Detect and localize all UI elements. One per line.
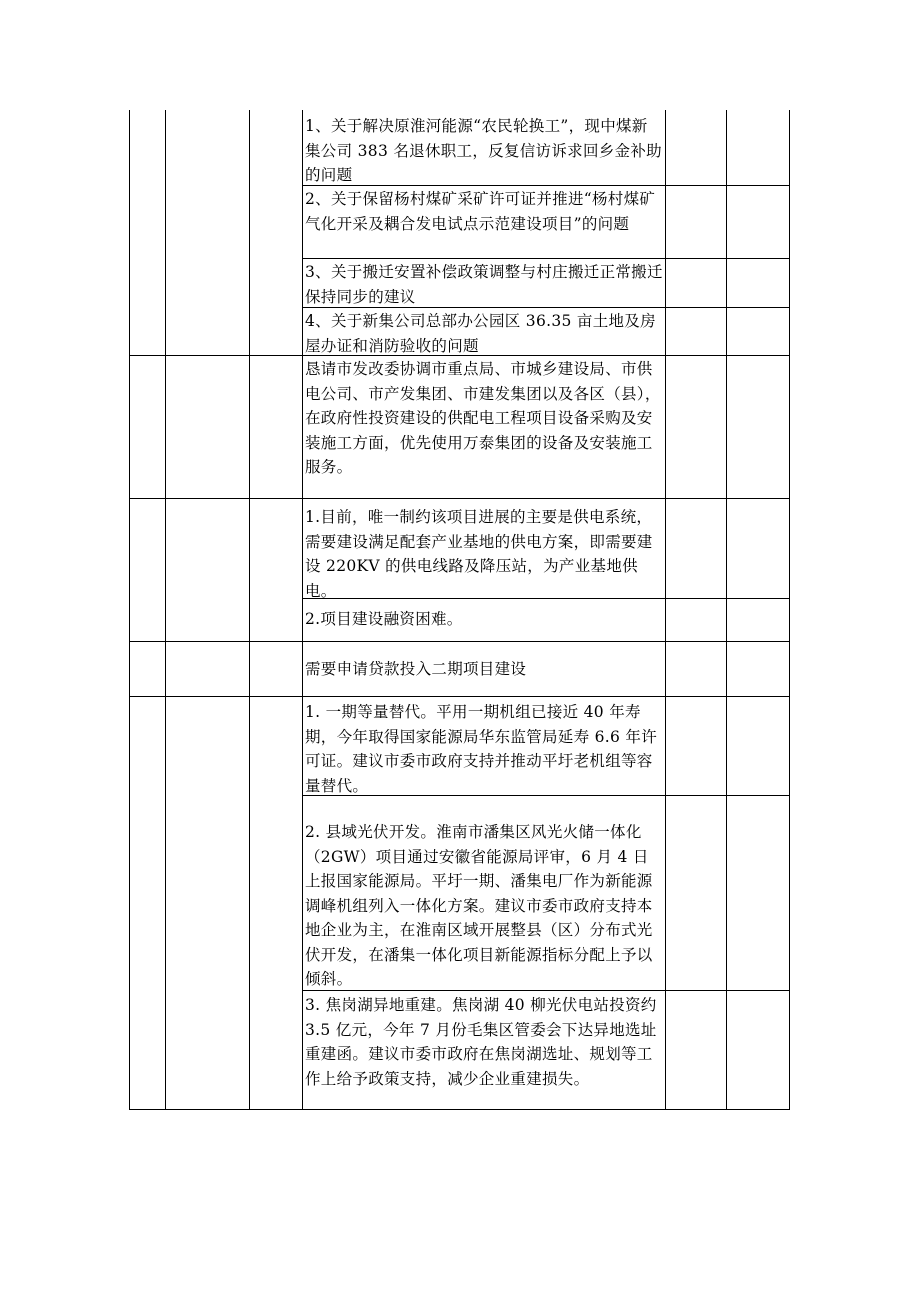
issue-text: 4、关于新集公司总部办公园区 36.35 亩土地及房屋办证和消防验收的问题 [305,312,656,355]
row-divider [129,641,790,642]
request-text: 需要申请贷款投入二期项目建设 [305,660,527,678]
row-divider [302,258,790,259]
issue-text: 1.目前，唯一制约该项目进展的主要是供电系统，需要建设满足配套产业基地的供电方案，即需要建设 220KV 的供电线路及降压站，为产业基地供电。 [305,508,653,600]
issue-text: 3、关于搬迁安置补偿政策调整与村庄搬迁正常搬迁保持同步的建议 [305,263,663,306]
row-divider [129,696,790,697]
row-divider [129,498,790,499]
column-divider [665,110,666,1110]
column-divider [165,110,166,1110]
column-divider [726,110,727,1110]
issue-text: 1. 一期等量替代。平用一期机组已接近 40 年寿期，今年取得国家能源局华东监管局延寿 6.6 年许可证。建议市委市政府支持并推动平圩老机组等容量替代。 [305,703,658,795]
table-border-right [789,110,790,1110]
column-divider [249,110,250,1110]
issue-text: 2. 县域光伏开发。淮南市潘集区风光火储一体化（2GW）项目通过安徽省能源局评审，6 月 4 日上报国家能源局。平圩一期、潘集电厂作为新能源调峰机组列入一体化方案。建议市委市政府支持本地企业为主，在淮南区域开展整县（区）分布式光伏开发，在潘集一体化项目新能源指标分配上予以倾斜。 [305,823,653,988]
issue-text: 1、关于解决原淮河能源“农民轮换工”，现中煤新集公司 383 名退休职工，反复信访诉求回乡金补助的问题 [305,117,662,184]
column-divider [302,110,303,1110]
table-border-left [129,110,130,1110]
issue-text: 2.项目建设融资困难。 [305,610,463,628]
issue-text: 3. 焦岗湖异地重建。焦岗湖 40 柳光伏电站投资约 3.5 亿元，今年 7 月份毛集区管委会下达异地选址重建函。建议市委市政府在焦岗湖选址、规划等工作上给予政策支持，减少企业重建损失。 [305,996,657,1088]
request-text: 恳请市发改委协调市重点局、市城乡建设局、市供电公司、市产发集团、市建发集团以及各区（县），在政府性投资建设的供配电工程项目设备采购及安装施工方面，优先使用万泰集团的设备及安装施工服务。 [305,360,661,476]
issue-text: 2、关于保留杨村煤矿采矿许可证并推进“杨村煤矿气化开采及耦合发电试点示范建设项目”的问题 [305,190,656,233]
table-border-bottom [129,1109,790,1110]
